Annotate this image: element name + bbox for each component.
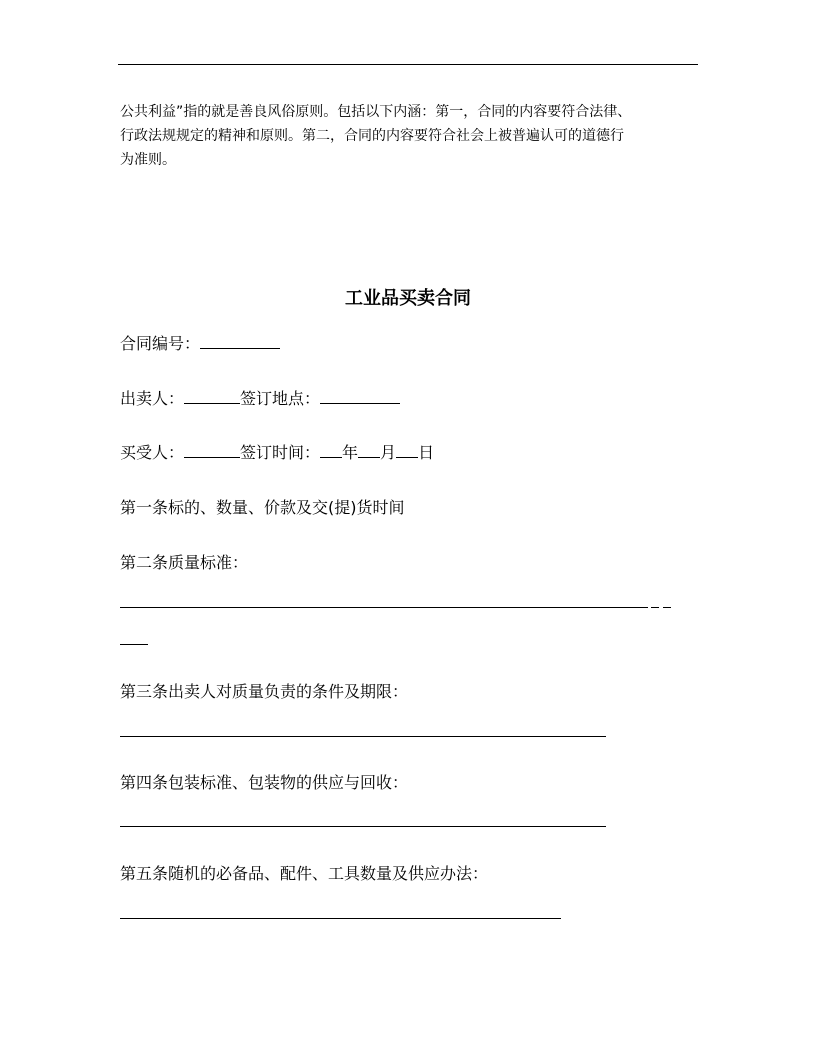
sign-time-label: 签订时间： bbox=[240, 443, 321, 462]
clause-2-blank-line[interactable] bbox=[120, 607, 648, 608]
clause-4-blank-line[interactable] bbox=[120, 826, 606, 827]
clause-2-blank-dash bbox=[663, 607, 671, 608]
contract-number-label: 合同编号： bbox=[120, 334, 201, 353]
month-label: 月 bbox=[380, 443, 397, 462]
year-blank[interactable] bbox=[320, 441, 342, 458]
clause-5-blank-line[interactable] bbox=[120, 918, 561, 919]
sign-place-blank[interactable] bbox=[320, 387, 400, 404]
seller-label: 出卖人： bbox=[120, 389, 185, 408]
contract-number-blank[interactable] bbox=[200, 332, 280, 349]
year-label: 年 bbox=[342, 443, 359, 462]
clause-2-blank-continuation[interactable] bbox=[120, 644, 148, 645]
clause-3-blank-line[interactable] bbox=[120, 736, 606, 737]
month-blank[interactable] bbox=[358, 441, 380, 458]
intro-line: 为准则。 bbox=[120, 152, 176, 168]
intro-paragraph bbox=[120, 100, 700, 172]
seller-blank[interactable] bbox=[184, 387, 240, 404]
buyer-label: 买受人： bbox=[120, 443, 185, 462]
clause-2: 第二条质量标准： bbox=[120, 553, 249, 572]
clause-5: 第五条随机的必备品、配件、工具数量及供应办法： bbox=[120, 864, 489, 883]
header-rule bbox=[118, 64, 698, 65]
clause-4: 第四条包装标准、包装物的供应与回收： bbox=[120, 773, 409, 792]
day-blank[interactable] bbox=[396, 441, 418, 458]
clause-1: 第一条标的、数量、价款及交(提)货时间 bbox=[120, 498, 405, 517]
sign-place-label: 签订地点： bbox=[240, 389, 321, 408]
seller-line bbox=[120, 387, 400, 411]
intro-line: 行政法规规定的精神和原则。第二，合同的内容要符合社会上被普遍认可的道德行 bbox=[120, 128, 624, 144]
document-title: 工业品买卖合同 bbox=[345, 288, 471, 309]
intro-line: 公共利益”指的就是善良风俗原则。包括以下内涵：第一，合同的内容要符合法律、 bbox=[120, 104, 632, 120]
buyer-line bbox=[120, 441, 434, 465]
day-label: 日 bbox=[418, 443, 435, 462]
buyer-blank[interactable] bbox=[184, 441, 240, 458]
clause-3: 第三条出卖人对质量负责的条件及期限： bbox=[120, 682, 409, 701]
contract-number-line bbox=[120, 332, 280, 356]
clause-2-blank-dash bbox=[651, 607, 659, 608]
